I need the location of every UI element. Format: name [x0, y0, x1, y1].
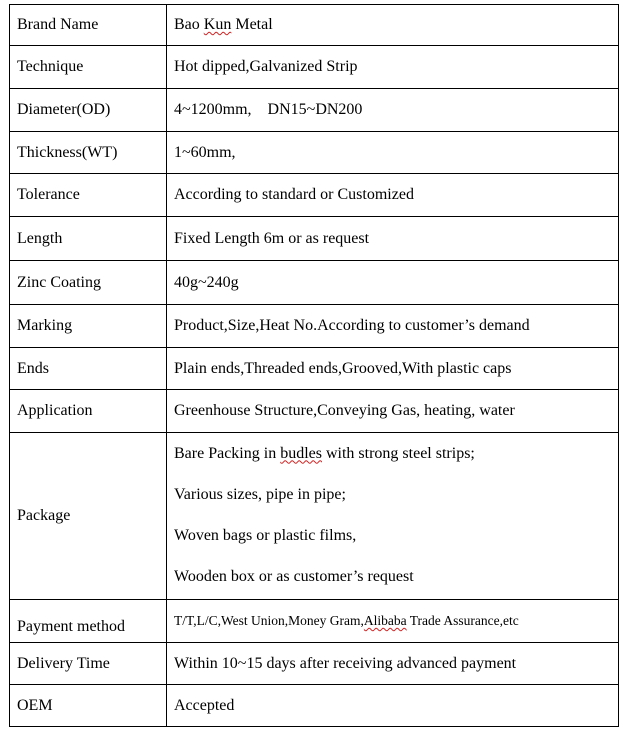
table-row	[10, 390, 619, 433]
package-line: Various sizes, pipe in pipe;	[174, 485, 346, 503]
row-label-ends: Ends	[10, 348, 167, 390]
value-text-spellcheck: Alibaba	[363, 613, 407, 628]
table-row	[10, 89, 619, 132]
row-label-marking: Marking	[10, 305, 167, 348]
value-text: Metal	[231, 16, 273, 33]
package-line	[174, 444, 611, 485]
row-value-zinc-coating: 40g~240g	[167, 261, 619, 305]
value-text: Trade Assurance,etc	[406, 613, 519, 628]
row-label-tolerance: Tolerance	[10, 174, 167, 217]
value-text: T/T,L/C,West Union,Money Gram,	[174, 613, 364, 628]
row-value-oem: Accepted	[167, 685, 619, 727]
specification-table	[9, 4, 619, 727]
table-row	[10, 5, 619, 46]
value-text-spellcheck: Kun	[203, 16, 232, 33]
row-value-delivery-time: Within 10~15 days after receiving advanced payment	[167, 643, 619, 685]
value-text-spellcheck: budles	[280, 444, 322, 462]
row-label-delivery-time: Delivery Time	[10, 643, 167, 685]
table-row	[10, 600, 619, 643]
row-value-marking: Product,Size,Heat No.According to customer’s demand	[167, 305, 619, 348]
table-row	[10, 46, 619, 89]
row-label-zinc-coating: Zinc Coating	[10, 261, 167, 305]
row-label-application: Application	[10, 390, 167, 433]
row-value-application: Greenhouse Structure,Conveying Gas, heating, water	[167, 390, 619, 433]
table-row	[10, 132, 619, 174]
table-row	[10, 433, 619, 600]
row-label-payment-method: Payment method	[10, 600, 167, 643]
row-label-package: Package	[10, 433, 167, 600]
table-row	[10, 261, 619, 305]
table-row	[10, 643, 619, 685]
row-label-oem: OEM	[10, 685, 167, 727]
value-text: Bao	[174, 16, 204, 33]
table-row	[10, 174, 619, 217]
row-label-thickness: Thickness(WT)	[10, 132, 167, 174]
table-row	[10, 685, 619, 727]
row-value-brand-name	[167, 5, 619, 46]
row-label-diameter: Diameter(OD)	[10, 89, 167, 132]
package-line: Wooden box or as customer’s request	[174, 567, 414, 585]
row-label-length: Length	[10, 217, 167, 261]
row-value-thickness: 1~60mm,	[167, 132, 619, 174]
package-line: Woven bags or plastic films,	[174, 526, 357, 544]
row-value-ends: Plain ends,Threaded ends,Grooved,With plastic caps	[167, 348, 619, 390]
row-value-payment-method	[167, 600, 619, 643]
row-value-diameter: 4~1200mm, DN15~DN200	[167, 89, 619, 132]
table-row	[10, 217, 619, 261]
row-value-package	[167, 433, 619, 600]
row-value-length: Fixed Length 6m or as request	[167, 217, 619, 261]
row-value-technique: Hot dipped,Galvanized Strip	[167, 46, 619, 89]
value-text: Bare Packing in	[174, 444, 281, 462]
table-row	[10, 348, 619, 390]
table-row	[10, 305, 619, 348]
row-label-technique: Technique	[10, 46, 167, 89]
row-value-tolerance: According to standard or Customized	[167, 174, 619, 217]
row-label-brand-name: Brand Name	[10, 5, 167, 46]
value-text: with strong steel strips;	[321, 444, 475, 462]
